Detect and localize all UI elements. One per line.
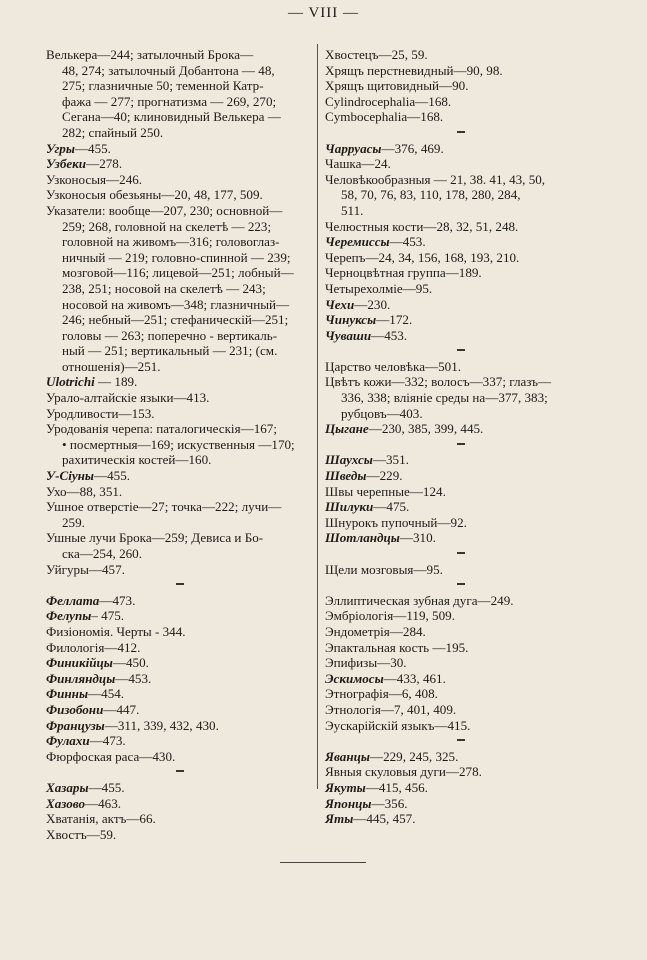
- entry-line: Явныя скуловыя дуги—278.: [325, 764, 482, 780]
- entry-line: Cymbocephalia—168.: [325, 109, 444, 125]
- index-entry: [46, 562, 306, 578]
- entry-line: Хвостецъ—25, 59.: [325, 47, 428, 62]
- entry-pages: —230.: [354, 296, 391, 312]
- separator-dash: [457, 349, 465, 351]
- separator-dash: [457, 583, 465, 585]
- entry-line: ничный — 219; головно-спинной — 239;: [62, 249, 291, 265]
- index-entry: [325, 47, 599, 63]
- entry-headword: Финны: [46, 686, 89, 702]
- entry-line: рахитическія костей—160.: [62, 452, 212, 468]
- index-entry: [325, 297, 599, 313]
- separator-dash: [457, 131, 465, 133]
- entry-pages: —415, 456.: [365, 779, 428, 795]
- index-entry: [46, 733, 306, 749]
- index-entry: [325, 468, 599, 484]
- entry-line: [46, 733, 306, 749]
- index-entry: [325, 421, 599, 437]
- index-entry: [325, 562, 599, 578]
- index-entry: [325, 250, 599, 266]
- index-entry: [46, 640, 306, 656]
- entry-pages: —376, 469.: [381, 140, 444, 156]
- entry-line: [46, 156, 306, 172]
- index-entry: [46, 718, 306, 734]
- entry-pages: —229.: [366, 468, 403, 484]
- entry-line: Чашка—24.: [325, 156, 391, 172]
- entry-headword: У-Сіуны: [46, 468, 95, 484]
- entry-pages: —246.: [106, 171, 143, 187]
- section-separator: [46, 577, 306, 593]
- index-entry: [325, 530, 599, 546]
- entry-line: [46, 671, 306, 687]
- entry-line: Шнурокъ пупочный—92.: [325, 514, 467, 530]
- index-entry: [46, 484, 306, 500]
- index-entry: [325, 702, 599, 718]
- bottom-rule: [280, 862, 366, 863]
- index-entry: [325, 109, 599, 125]
- index-entry: [325, 484, 599, 500]
- entry-line: Хватанія, актъ—66.: [46, 811, 156, 827]
- entry-line: 336, 338; вліяніе среды на—377, 383;: [341, 390, 548, 406]
- index-entry: [325, 63, 599, 79]
- entry-line: Челюстныя кости—28, 32, 51, 248.: [325, 218, 519, 234]
- index-entry: [325, 281, 599, 297]
- entry-headword: Ulotrichi: [46, 374, 95, 390]
- entry-headword: Французы: [46, 717, 105, 733]
- section-separator: [325, 125, 599, 141]
- index-entry: [325, 593, 599, 609]
- index-entry: [46, 749, 306, 765]
- entry-line: Цвѣтъ кожи—332; волосъ—337; глазъ—: [325, 374, 552, 390]
- entry-line: фажа — 277; прогнатизма — 269, 270;: [62, 93, 277, 109]
- entry-line: Уродованія черепа: паталогическія—167;: [46, 421, 277, 437]
- entry-headword: Яты: [325, 811, 354, 827]
- entry-line: головной на живомъ—316; головоглаз-: [62, 234, 280, 250]
- entry-line: Царство человѣка—501.: [325, 358, 462, 374]
- entry-line: [46, 172, 306, 188]
- entry-headword: Шилуки: [325, 499, 374, 515]
- entry-line: • посмертныя—169; искуственныя —170;: [62, 436, 295, 452]
- entry-line: носовой на живомъ—348; глазничный—: [62, 296, 290, 312]
- index-entry: [325, 265, 599, 281]
- index-entry: [325, 359, 599, 375]
- entry-line: [46, 141, 306, 157]
- index-entry: [46, 593, 306, 609]
- entry-line: Ушные лучи Брока—259; Девиса и Бо-: [46, 530, 264, 546]
- entry-line: [325, 328, 599, 344]
- entry-line: Эпифизы—30.: [325, 655, 407, 671]
- page-number: — VIII —: [287, 5, 360, 21]
- entry-pages: —455.: [88, 779, 125, 795]
- entry-line: Черепъ—24, 34, 156, 168, 193, 210.: [325, 249, 520, 265]
- entry-headword: Якуты: [325, 779, 366, 795]
- entry-headword: Финикійцы: [46, 655, 113, 671]
- separator-dash: [457, 739, 465, 741]
- entry-pages: —351.: [372, 452, 409, 468]
- entry-pages: —230, 385, 399, 445.: [368, 421, 484, 437]
- entry-pages: —229, 245, 325.: [369, 748, 459, 764]
- entry-line: [46, 374, 306, 390]
- entry-line: Эндометрія—284.: [325, 623, 426, 639]
- entry-pages: —455.: [74, 140, 111, 156]
- entry-line: [325, 780, 599, 796]
- entry-line: мозговой—116; лицевой—251; лобный—: [62, 265, 294, 281]
- entry-line: Эпактальная кость —195.: [325, 639, 469, 655]
- section-separator: [325, 577, 599, 593]
- entry-line: Этнографія—6, 408.: [325, 686, 438, 702]
- entry-pages: —453.: [115, 670, 152, 686]
- index-entry: [325, 156, 599, 172]
- entry-line: 282; спайный 250.: [62, 124, 164, 140]
- index-entry: [325, 452, 599, 468]
- entry-pages: —454.: [88, 686, 125, 702]
- entry-line: [325, 312, 599, 328]
- entry-line: [46, 468, 306, 484]
- entry-line: Эускарійскій языкъ—415.: [325, 717, 471, 733]
- index-entry: [325, 608, 599, 624]
- entry-line: [325, 468, 599, 484]
- index-entry: [46, 390, 306, 406]
- entry-line: 48, 274; затылочный Добантона — 48,: [62, 62, 275, 78]
- entry-line: 511.: [341, 202, 364, 218]
- entry-pages: —433, 461.: [383, 670, 446, 686]
- entry-pages: —172.: [376, 312, 413, 328]
- separator-dash: [176, 583, 184, 585]
- entry-pages: —473.: [99, 592, 136, 608]
- index-entry: [46, 530, 306, 561]
- entry-headword: Шотландцы: [325, 530, 400, 546]
- entry-line: [325, 796, 599, 812]
- entry-pages: —311, 339, 432, 430.: [104, 717, 219, 733]
- entry-headword: Чуваши: [325, 327, 372, 343]
- entry-pages: —278.: [86, 156, 123, 172]
- entry-line: [46, 718, 306, 734]
- entry-pages: —463.: [85, 795, 122, 811]
- index-entry: [46, 624, 306, 640]
- section-separator: [325, 437, 599, 453]
- entry-pages: —453.: [389, 234, 426, 250]
- index-entry: [46, 796, 306, 812]
- index-entry: [325, 811, 599, 827]
- entry-line: 259; 268, головной на скелетѣ — 223;: [62, 218, 272, 234]
- index-entry: [325, 686, 599, 702]
- entry-pages: —455.: [94, 468, 131, 484]
- entry-line: Фюрфоская раса—430.: [46, 748, 176, 764]
- entry-headword: Узбеки: [46, 156, 87, 172]
- entry-line: [46, 608, 306, 624]
- entry-line: [325, 297, 599, 313]
- index-entry: [325, 312, 599, 328]
- index-entry: [46, 671, 306, 687]
- entry-line: [325, 452, 599, 468]
- entry-headword: Узконосыя: [46, 171, 107, 187]
- index-entry: [46, 187, 306, 203]
- index-entry: [46, 686, 306, 702]
- index-entry: [325, 328, 599, 344]
- entry-headword: Шаухсы: [325, 452, 373, 468]
- entry-line: Эмбріологія—119, 509.: [325, 608, 455, 624]
- entry-line: [325, 499, 599, 515]
- entry-line: [46, 780, 306, 796]
- index-entry: [325, 219, 599, 235]
- index-entry: [46, 780, 306, 796]
- entry-line: Щели мозговыя—95.: [325, 561, 443, 577]
- index-entry: [46, 421, 306, 468]
- entry-line: [325, 749, 599, 765]
- index-entry: [46, 141, 306, 157]
- section-separator: [46, 764, 306, 780]
- entry-headword: Хазово: [46, 795, 85, 811]
- entry-line: ска—254, 260.: [62, 546, 142, 561]
- entry-line: [325, 530, 599, 546]
- index-entry: [325, 671, 599, 687]
- entry-line: Указатели: вообще—207, 230; основной—: [46, 202, 283, 218]
- entry-line: [46, 593, 306, 609]
- index-entry: [46, 499, 306, 530]
- index-entry: [325, 749, 599, 765]
- entry-line: Хрящъ перстневидный—90, 98.: [325, 62, 503, 78]
- index-entry: [46, 655, 306, 671]
- entry-line: Эллиптическая зубная дуга—249.: [325, 592, 514, 608]
- index-entry: [46, 156, 306, 172]
- entry-headword: Финляндцы: [46, 670, 116, 686]
- entry-line: Уродливости—153.: [46, 405, 155, 421]
- entry-headword: Яванцы: [325, 748, 370, 764]
- index-entry: [46, 608, 306, 624]
- index-entry: [325, 718, 599, 734]
- index-entry: [325, 515, 599, 531]
- entry-headword: Фулахи: [46, 733, 90, 749]
- entry-line: Велькера—244; затылочный Брока—: [46, 47, 254, 62]
- entry-line: Cylindrocephalia—168.: [325, 93, 452, 109]
- entry-line: [325, 421, 599, 437]
- entry-headword: Эскимосы: [325, 670, 384, 686]
- index-entry: [325, 499, 599, 515]
- index-entry: [46, 827, 306, 843]
- index-entry: [325, 94, 599, 110]
- section-separator: [325, 343, 599, 359]
- entry-line: Черноцвѣтная группа—189.: [325, 265, 482, 281]
- entry-headword: Шведы: [325, 468, 367, 484]
- index-entry: [325, 141, 599, 157]
- entry-line: [325, 811, 599, 827]
- entry-line: Этнологія—7, 401, 409.: [325, 701, 457, 717]
- entry-line: отношенія)—251.: [62, 358, 161, 374]
- entry-line: Урало-алтайскіе языки—413.: [46, 390, 210, 406]
- entry-line: Четырехолміе—95.: [325, 280, 433, 296]
- entry-pages: —473.: [89, 733, 126, 749]
- entry-pages: —475.: [373, 499, 410, 515]
- entry-line: 259.: [62, 514, 85, 530]
- entry-line: Швы черепные—124.: [325, 483, 446, 499]
- entry-pages: —445, 457.: [353, 811, 416, 827]
- entry-headword: Хазары: [46, 779, 89, 795]
- entry-line: Хвостъ—59.: [46, 826, 117, 842]
- index-entry: [325, 796, 599, 812]
- index-entry: [325, 655, 599, 671]
- separator-dash: [457, 552, 465, 554]
- column-divider: [317, 44, 318, 789]
- entry-pages: — 189.: [94, 374, 138, 390]
- entry-headword: Физобони: [46, 701, 104, 717]
- entry-headword: Чарруасы: [325, 140, 382, 156]
- entry-pages: – 475.: [91, 608, 125, 624]
- entry-pages: —453.: [371, 327, 408, 343]
- entry-line: Ухо—88, 351.: [46, 483, 123, 499]
- entry-headword: Чехи: [325, 296, 355, 312]
- entry-pages: —447.: [103, 701, 140, 717]
- index-entry: [325, 640, 599, 656]
- entry-line: рубцовъ—403.: [341, 405, 423, 421]
- entry-line: [325, 234, 599, 250]
- entry-line: 58, 70, 76, 83, 110, 178, 280, 284,: [341, 187, 521, 203]
- index-entry: [325, 764, 599, 780]
- index-entry: [46, 47, 306, 141]
- entry-line: [325, 141, 599, 157]
- index-entry: [46, 374, 306, 390]
- entry-headword: Угры: [46, 140, 75, 156]
- entry-line: [325, 671, 599, 687]
- index-entry: [325, 172, 599, 219]
- index-entry: [46, 702, 306, 718]
- entry-line: головы — 263; поперечно - вертикаль-: [62, 327, 278, 343]
- index-entry: [325, 624, 599, 640]
- entry-line: [46, 702, 306, 718]
- entry-headword: Черемиссы: [325, 234, 390, 250]
- entry-headword: Феллата: [46, 592, 100, 608]
- index-entry: [46, 811, 306, 827]
- index-column-left: [46, 47, 306, 842]
- index-entry: [46, 203, 306, 375]
- separator-dash: [457, 443, 465, 445]
- entry-line: 238, 251; носовой на скелетѣ — 243;: [62, 280, 266, 296]
- entry-pages: —310.: [399, 530, 436, 546]
- index-column-right: [325, 47, 599, 827]
- entry-line: ный — 251; вертикальный — 231; (см.: [62, 343, 278, 359]
- entry-pages: —450.: [112, 655, 149, 671]
- entry-line: Физіономія. Черты - 344.: [46, 623, 186, 639]
- index-entry: [325, 780, 599, 796]
- entry-pages: —356.: [371, 795, 408, 811]
- entry-headword: Фелупы: [46, 608, 92, 624]
- index-entry: [325, 78, 599, 94]
- entry-line: [46, 686, 306, 702]
- entry-headword: Чинуксы: [325, 312, 377, 328]
- entry-headword: Цыгане: [325, 421, 369, 437]
- entry-line: [46, 655, 306, 671]
- entry-line: Хрящъ щитовидный—90.: [325, 78, 469, 94]
- entry-line: [46, 796, 306, 812]
- entry-line: Сегана—40; клиновидный Велькера —: [62, 109, 281, 125]
- section-separator: [325, 733, 599, 749]
- index-entry: [46, 172, 306, 188]
- section-separator: [325, 546, 599, 562]
- entry-line: Уйгуры—457.: [46, 561, 125, 577]
- entry-line: 275; глазничные 50; теменной Катр-: [62, 78, 264, 94]
- index-entry: [325, 374, 599, 421]
- entry-line: Узконосыя обезьяны—20, 48, 177, 509.: [46, 187, 263, 203]
- index-entry: [325, 234, 599, 250]
- entry-line: Филологія—412.: [46, 639, 141, 655]
- index-entry: [46, 468, 306, 484]
- entry-line: 246; небный—251; стефаническій—251;: [62, 312, 289, 328]
- entry-line: Ушное отверстіе—27; точка—222; лучи—: [46, 499, 282, 515]
- index-entry: [46, 406, 306, 422]
- entry-headword: Японцы: [325, 795, 372, 811]
- entry-line: Человѣкообразныя — 21, 38. 41, 43, 50,: [325, 171, 546, 187]
- separator-dash: [176, 770, 184, 772]
